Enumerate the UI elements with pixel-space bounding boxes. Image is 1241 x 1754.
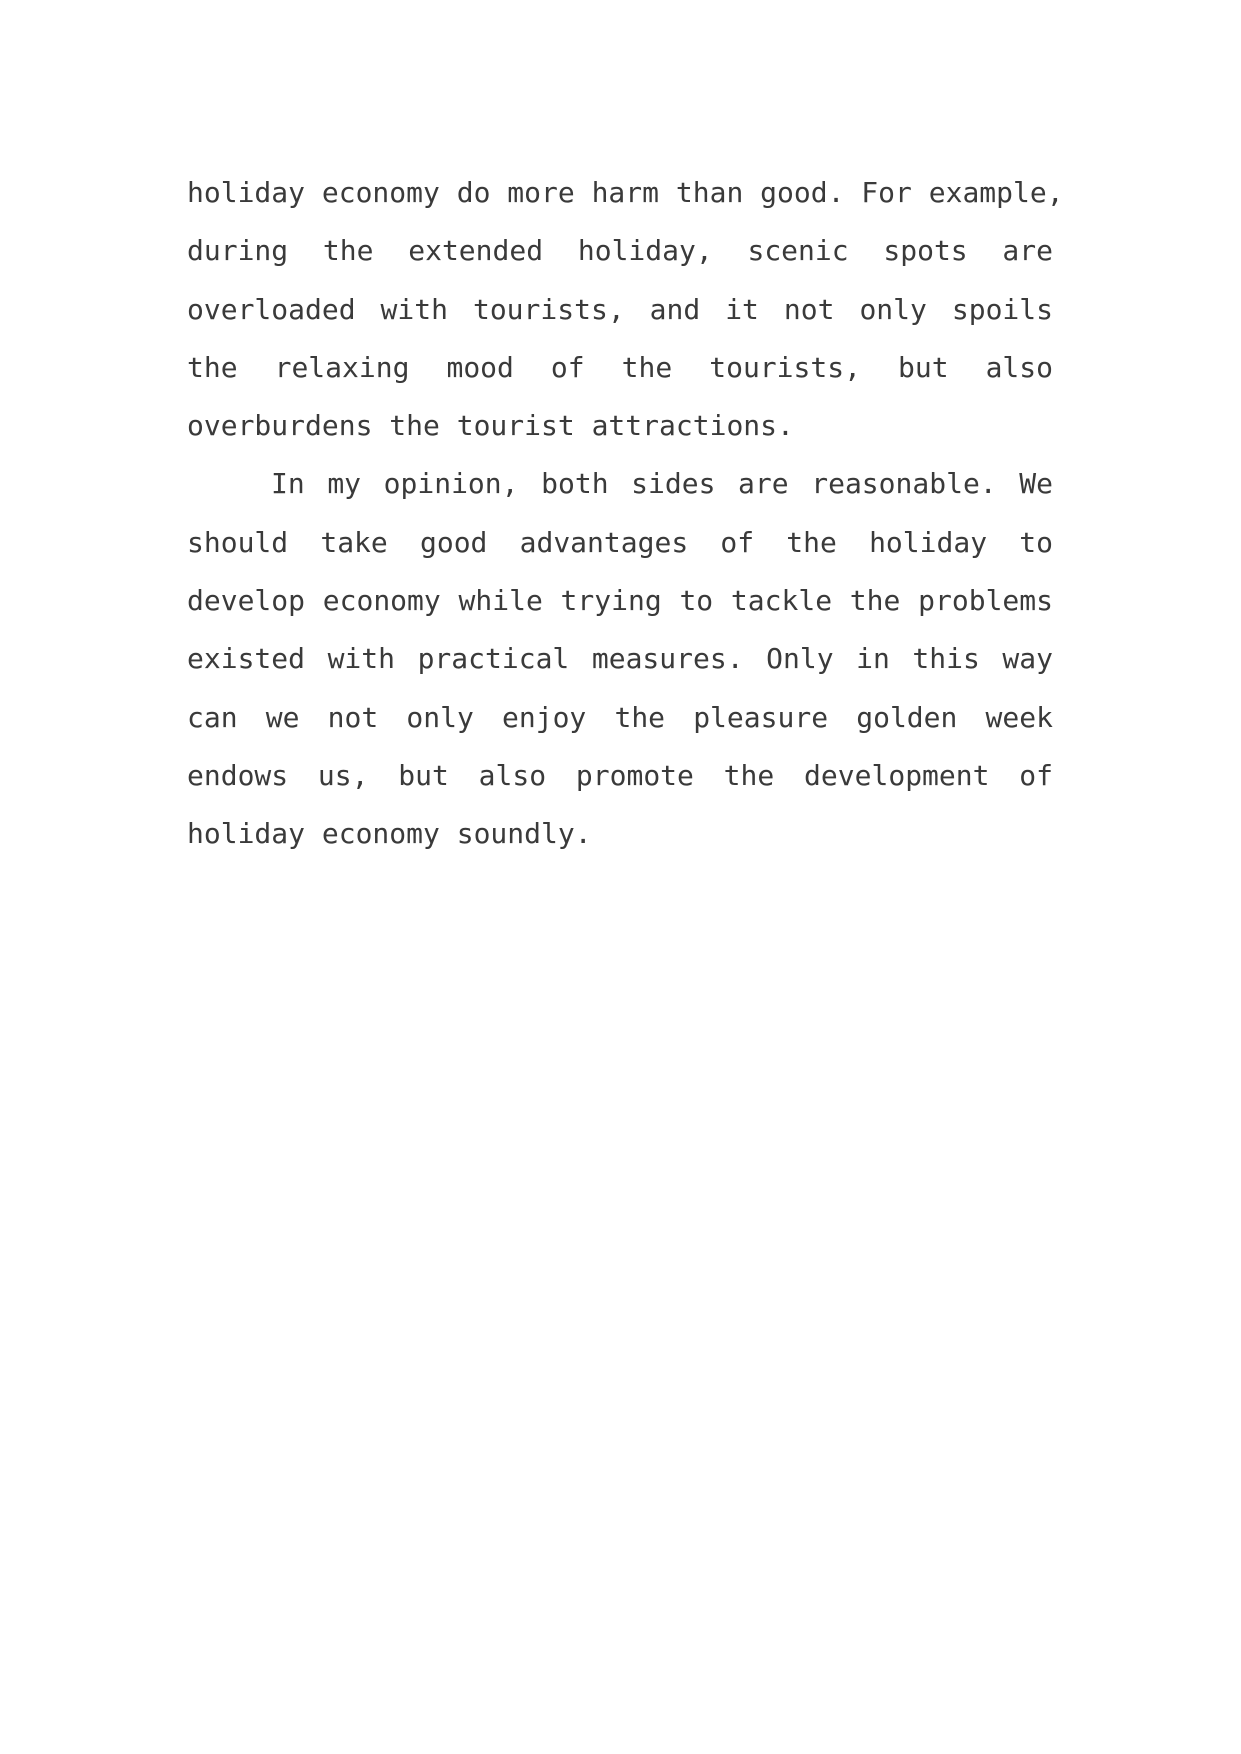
paragraph-line: In my opinion, both sides are reasonable. We bbox=[271, 467, 1053, 501]
paragraph-1 bbox=[187, 164, 1064, 455]
paragraph-line: existed with practical measures. Only in this way bbox=[187, 642, 1053, 676]
paragraph-2 bbox=[187, 455, 1053, 863]
paragraph-line: the relaxing mood of the tourists, but also bbox=[187, 350, 1053, 384]
paragraph-line: can we not only enjoy the pleasure golden week bbox=[187, 700, 1053, 734]
paragraph-line: during the extended holiday, scenic spots are bbox=[187, 234, 1053, 268]
paragraph-line: holiday economy soundly. bbox=[187, 817, 592, 851]
document-body bbox=[187, 164, 1064, 864]
paragraph-line: should take good advantages of the holiday to bbox=[187, 525, 1053, 559]
paragraph-line: endows us, but also promote the development of bbox=[187, 758, 1053, 792]
paragraph-line: holiday economy do more harm than good. For example, bbox=[187, 176, 1064, 209]
paragraph-line: develop economy while trying to tackle the problems bbox=[187, 584, 1053, 618]
paragraph-line: overloaded with tourists, and it not only spoils bbox=[187, 292, 1053, 326]
paragraph-line: overburdens the tourist attractions. bbox=[187, 409, 794, 443]
